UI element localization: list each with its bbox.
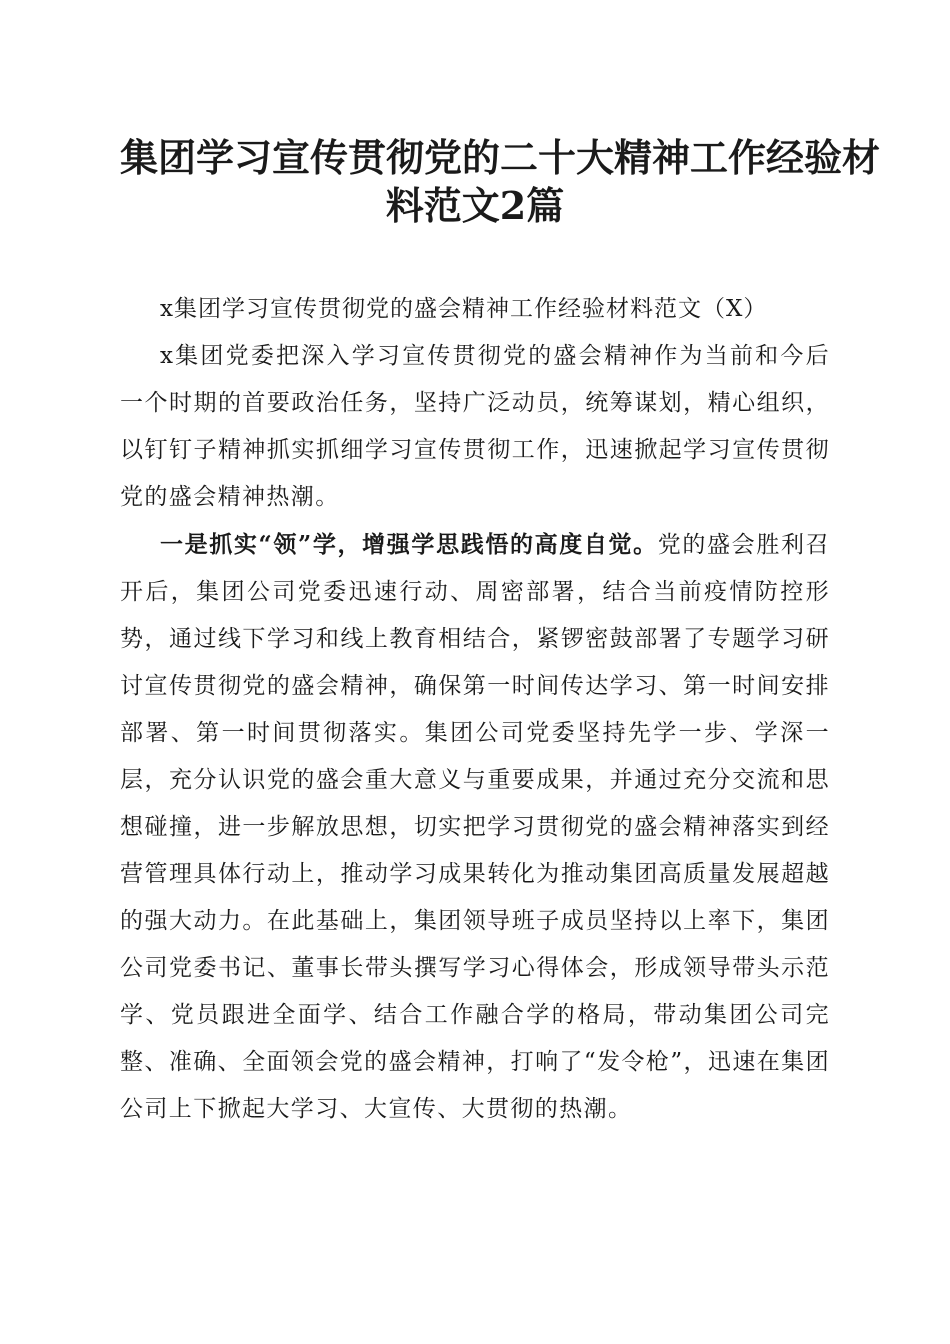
paragraph-lead-heading: 一是抓实“领”学，增强学思践悟的高度自觉。 — [160, 531, 658, 558]
paragraph-body-text: 党的盛会胜利召开后，集团公司党委迅速行动、周密部署，结合当前疫情防控形势，通过线下学习和线上教育相结合，紧锣密鼓部署了专题学习研讨宣传贯彻党的盛会精神，确保第一时间传达学习、第一时间安排部署、第一时间贯彻落实。集团公司党委坚持先学一步、学深一层，充分认识党的盛会重大意义与重要成果，并通过充分交流和思想碰撞，进一步解放思想，切实把学习贯彻党的盛会精神落实到经营管理具体行动上，推动学习成果转化为推动集团高质量发展超越的强大动力。在此基础上，集团领导班子成员坚持以上率下，集团公司党委书记、董事长带头撰写学习心得体会，形成领导带头示范学、党员跟进全面学、结合工作融合学的格局，带动集团公司完整、准确、全面领会党的盛会精神，打响了“发令枪”，迅速在集团公司上下掀起大学习、大宣传、大贯彻的热潮。 — [120, 532, 830, 1122]
paragraph-intro: x集团党委把深入学习宣传贯彻党的盛会精神作为当前和今后一个时期的首要政治任务，坚持广泛动员，统筹谋划，精心组织，以钉钉子精神抓实抓细学习宣传贯彻工作，迅速掀起学习宣传贯彻党的盛会精神热潮。 — [120, 343, 830, 510]
document-title — [120, 134, 881, 230]
title-line-1: 集团学习宣传贯彻党的二十大精神工作经验材 — [120, 135, 881, 180]
title-line-2: 料范文2篇 — [385, 183, 565, 228]
paragraph-point-one — [120, 521, 830, 1133]
section-subtitle: x集团学习宣传贯彻党的盛会精神工作经验材料范文（X） — [160, 296, 768, 322]
